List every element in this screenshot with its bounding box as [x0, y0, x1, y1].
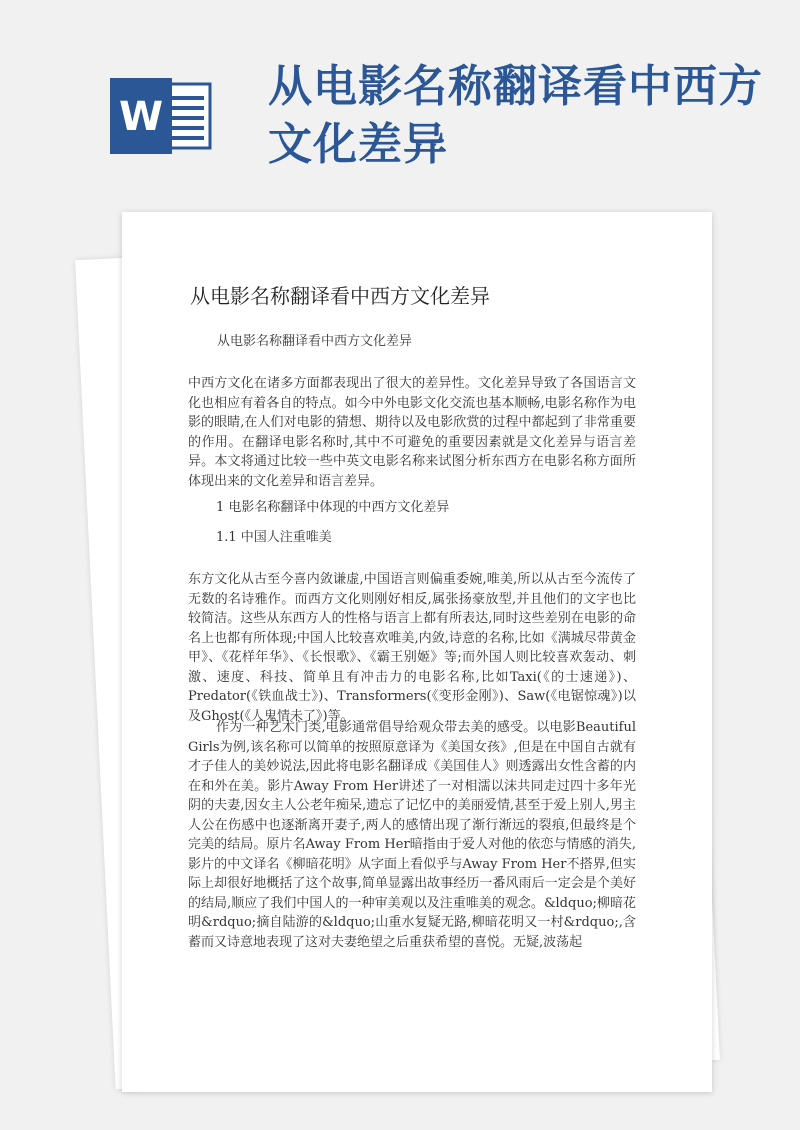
paragraph-body-1: 东方文化从古至今喜内敛谦虚,中国语言则偏重委婉,唯美,所以从古至今流传了无数的名诗雅作。而西方文化则刚好相反,属张扬豪放型,并且他们的文字也比较简洁。这些从东西方人的性格与语言上都有所表达,同时这些差别在电影的命名上也都有所体现;中国人比较喜欢唯美,内敛,诗意的名称,比如《满城尽带黄金甲》、《花样年华》、《长恨歌》、《霸王别姬》等;而外国人则比较喜欢轰动、刺激、速度、科技、简单且有冲击力的电影名称,比如Taxi(《的士速递》)、Predator(《铁血战士》)、Transformers(《变形金刚》)、Saw(《电锯惊魂》)以及Ghost(《人鬼情未了》)等。 [188, 572, 636, 724]
document-page [122, 212, 712, 1092]
paragraph-body-2: 作为一种艺术门类,电影通常倡导给观众带去美的感受。以电影Beautiful Girls为例,该名称可以简单的按照原意译为《美国女孩》,但是在中国自古就有才子佳人的美妙说法,因此将电影名翻译成《美国佳人》则透露出女性含蓄的内在和外在美。影片Away From Her讲述了一对相濡以沫共同走过四十多年光阴的夫妻,因女主人公老年痴呆,遗忘了记忆中的美丽爱情,甚至于爱上别人,男主人公在伤感中也逐渐离开妻子,两人的感情出现了渐行渐远的裂痕,但最终是个完美的结局。原片名Away From Her暗指由于爱人对他的依恋与情感的消失,影片的中文译名《柳暗花明》从字面上看似乎与Away From Her不搭界,但实际上却很好地概括了这个故事,简单显露出故事经历一番风雨后一定会是个美好的结局,顺应了我们中国人的一种审美观以及注重唯美的观念。&ldquo;柳暗花明&rdquo;摘自陆游的&ldquo;山重水复疑无路,柳暗花明又一村&rdquo;,含蓄而又诗意地表现了这对夫妻绝望之后重获希望的喜悦。无疑,波荡起 [188, 720, 636, 950]
paragraph-intro: 中西方文化在诸多方面都表现出了很大的差异性。文化差异导致了各国语言文化也相应有着各自的特点。如今中外电影文化交流也基本顺畅,电影名称作为电影的眼睛,在人们对电影的猜想、期待以及电影欣赏的过程中都起到了非常重要的作用。在翻译电影名称时,其中不可避免的重要因素就是文化差异与语言差异。本文将通过比较一些中英文电影名称来试图分析东西方在电影名称方面所体现出来的文化差异和语言差异。 [188, 376, 636, 489]
document-title: 从电影名称翻译看中西方文化差异 [268, 61, 763, 170]
section-heading-1-1: 1.1 中国人注重唯美 [216, 530, 332, 545]
page-heading: 从电影名称翻译看中西方文化差异 [190, 284, 490, 308]
word-document-icon [108, 76, 212, 156]
section-heading-1: 1 电影名称翻译中体现的中西方文化差异 [216, 500, 450, 515]
word-icon-letter: W [118, 94, 164, 140]
document-subtitle: 从电影名称翻译看中西方文化差异 [217, 334, 413, 349]
